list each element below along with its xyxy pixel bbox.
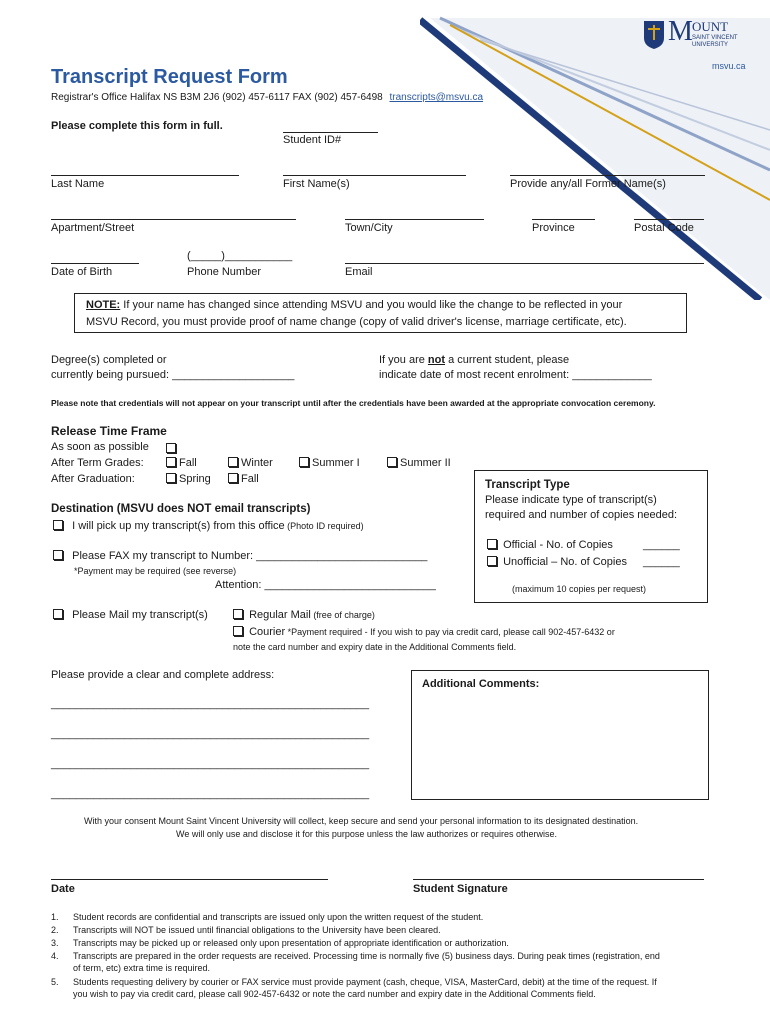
transcript-type-box: [474, 470, 708, 603]
province-label: Province: [532, 222, 575, 234]
email-label: Email: [345, 266, 373, 278]
destination-heading: Destination (MSVU does NOT email transcripts): [51, 503, 311, 515]
svg-text:M: M: [668, 18, 693, 47]
comments-heading: Additional Comments:: [422, 678, 540, 690]
spring-option[interactable]: Spring: [166, 473, 211, 485]
email-link[interactable]: transcripts@msvu.ca: [389, 92, 484, 103]
official-checkbox[interactable]: [487, 539, 497, 549]
additional-comments-box[interactable]: [411, 670, 709, 800]
degree-label-line1: Degree(s) completed or: [51, 354, 167, 366]
footnote-text-3: Transcripts may be picked up or released only upon presentation of appropriate identification or authorization.: [73, 938, 509, 948]
logo-wordmark-image: [668, 18, 750, 52]
pickup-option[interactable]: I will pick up my transcript(s) from this office (Photo ID required): [53, 520, 364, 532]
street-label: Apartment/Street: [51, 222, 135, 234]
footnote-text-5: Students requesting delivery by courier or FAX service must provide payment (cash, cheque, VISA, MasterCard, debit) at the time of the request. If: [73, 977, 657, 987]
footnote-num-3: 3.: [51, 938, 59, 948]
attention-field[interactable]: Attention: ____________________________: [215, 579, 436, 591]
address-line-2[interactable]: ____________________________________________________: [51, 728, 370, 740]
transcript-type-line2: required and number of copies needed:: [485, 509, 678, 521]
province-field[interactable]: [532, 219, 595, 220]
regular-mail-option[interactable]: Regular Mail (free of charge): [233, 609, 375, 621]
note-label: NOTE:: [86, 299, 121, 311]
name-change-note: [74, 293, 687, 333]
footnote-num-4: 4.: [51, 951, 59, 961]
consent-line2: We will only use and disclose it for this purpose unless the law authorizes or requires otherwise.: [176, 829, 558, 839]
transcript-type-line1: Please indicate type of transcript(s): [485, 494, 657, 506]
official-copies-field[interactable]: ______: [643, 539, 680, 551]
release-heading: Release Time Frame: [51, 424, 167, 438]
address-label: Please provide a clear and complete address:: [51, 669, 275, 681]
winter-checkbox[interactable]: [228, 457, 238, 467]
footnote-text-4b: of term, etc) extra time is required.: [73, 963, 211, 973]
regular-mail-checkbox[interactable]: [233, 609, 243, 619]
svg-text:UNIVERSITY: UNIVERSITY: [692, 42, 729, 48]
address-line-3[interactable]: ____________________________________________________: [51, 758, 370, 770]
pickup-checkbox[interactable]: [53, 520, 63, 530]
fax-payment-note: *Payment may be required (see reverse): [74, 566, 237, 576]
address-line-4[interactable]: ____________________________________________________: [51, 788, 370, 800]
enrolment-label-line1: If you are not a current student, please: [379, 354, 570, 366]
student-id-line[interactable]: [283, 132, 378, 133]
max-copies-note: (maximum 10 copies per request): [512, 584, 647, 594]
phone-label: Phone Number: [187, 266, 261, 278]
signature-label: Student Signature: [413, 883, 508, 895]
spring-checkbox[interactable]: [166, 473, 176, 483]
university-logo: [643, 18, 751, 52]
fall-checkbox[interactable]: [166, 457, 176, 467]
postal-label: Postal Code: [634, 222, 694, 234]
fax-checkbox[interactable]: [53, 550, 63, 560]
dob-field[interactable]: [51, 263, 139, 264]
grad-fall-option[interactable]: Fall: [228, 473, 259, 485]
street-field[interactable]: [51, 219, 296, 220]
town-label: Town/City: [345, 222, 393, 234]
first-name-label: First Name(s): [283, 178, 350, 190]
mail-option[interactable]: Please Mail my transcript(s): [53, 609, 208, 621]
last-name-label: Last Name: [51, 178, 105, 190]
registrar-address: Registrar's Office Halifax NS B3M 2J6 (902) 457-6117 FAX (902) 457-6498 transcripts@msvu.ca: [51, 92, 484, 103]
svg-text:SAINT VINCENT: SAINT VINCENT: [692, 35, 738, 41]
student-id-label: Student ID#: [283, 134, 342, 146]
date-field[interactable]: [51, 879, 328, 880]
footnote-text-4: Transcripts are prepared in the order requests are received. Processing time is normally five (5) business days. During peak times (registration, end: [73, 951, 660, 961]
asap-label: As soon as possible: [51, 441, 149, 453]
courier-note-line2: note the card number and expiry date in the Additional Comments field.: [233, 642, 517, 652]
fax-option[interactable]: Please FAX my transcript to Number: ____________________________: [53, 550, 427, 562]
after-grad-label: After Graduation:: [51, 473, 135, 485]
summer2-option[interactable]: Summer II: [387, 457, 451, 469]
credentials-note: Please note that credentials will not appear on your transcript until after the credentials have been awarded at the appropriate convocation ceremony.: [51, 398, 656, 408]
unofficial-option[interactable]: Unofficial – No. of Copies: [487, 556, 627, 568]
address-line-1[interactable]: ____________________________________________________: [51, 698, 370, 710]
summer1-checkbox[interactable]: [299, 457, 309, 467]
page-title: Transcript Request Form: [51, 66, 288, 88]
footnote-text-1: Student records are confidential and transcripts are issued only upon the written request of the student.: [73, 912, 484, 922]
footnote-text-5b: you wish to pay via credit card, please call 902-457-6432 or note the card number and expiry date in the Additional Comments field.: [73, 989, 596, 999]
mail-checkbox[interactable]: [53, 609, 63, 619]
postal-field[interactable]: [634, 219, 704, 220]
footnote-num-5: 5.: [51, 977, 59, 987]
degree-field[interactable]: currently being pursued: ____________________: [51, 369, 295, 381]
consent-line1: With your consent Mount Saint Vincent University will collect, keep secure and send your personal information to its designated destination.: [84, 816, 639, 826]
grad-fall-checkbox[interactable]: [228, 473, 238, 483]
summer1-option[interactable]: Summer I: [299, 457, 360, 469]
crest-icon: [643, 20, 665, 50]
town-field[interactable]: [345, 219, 484, 220]
svg-text:OUNT: OUNT: [692, 19, 729, 34]
email-field[interactable]: [345, 263, 704, 264]
former-names-field[interactable]: [510, 175, 705, 176]
after-term-label: After Term Grades:: [51, 457, 144, 469]
dob-label: Date of Birth: [51, 266, 113, 278]
former-names-label: Provide any/all Former Name(s): [510, 178, 666, 190]
unofficial-checkbox[interactable]: [487, 556, 497, 566]
footnote-num-1: 1.: [51, 912, 59, 922]
asap-checkbox[interactable]: [166, 443, 176, 453]
signature-field[interactable]: [413, 879, 704, 880]
note-text-line2: MSVU Record, you must provide proof of name change (copy of valid driver's license, marriage certificate, etc).: [86, 316, 627, 328]
unofficial-copies-field[interactable]: ______: [643, 556, 680, 568]
summer2-checkbox[interactable]: [387, 457, 397, 467]
enrolment-field[interactable]: indicate date of most recent enrolment: _____________: [379, 369, 652, 381]
instruction: Please complete this form in full.: [51, 120, 223, 132]
date-label: Date: [51, 883, 75, 895]
fall-option[interactable]: Fall: [166, 457, 197, 469]
official-option[interactable]: Official - No. of Copies: [487, 539, 613, 551]
courier-option[interactable]: Courier *Payment required - If you wish to pay via credit card, please call 902-457-6432 or: [233, 626, 615, 638]
courier-checkbox[interactable]: [233, 626, 243, 636]
transcript-type-heading: Transcript Type: [485, 479, 570, 491]
last-name-field[interactable]: [51, 175, 239, 176]
footnote-num-2: 2.: [51, 925, 59, 935]
first-name-field[interactable]: [283, 175, 466, 176]
website-link[interactable]: msvu.ca: [712, 61, 746, 71]
note-text-line1: If your name has changed since attending MSVU and you would like the change to be reflected in your: [120, 299, 623, 311]
phone-field[interactable]: (_____)___________: [187, 250, 293, 262]
footnote-text-2: Transcripts will NOT be issued until financial obligations to the University have been cleared.: [73, 925, 441, 935]
winter-option[interactable]: Winter: [228, 457, 273, 469]
